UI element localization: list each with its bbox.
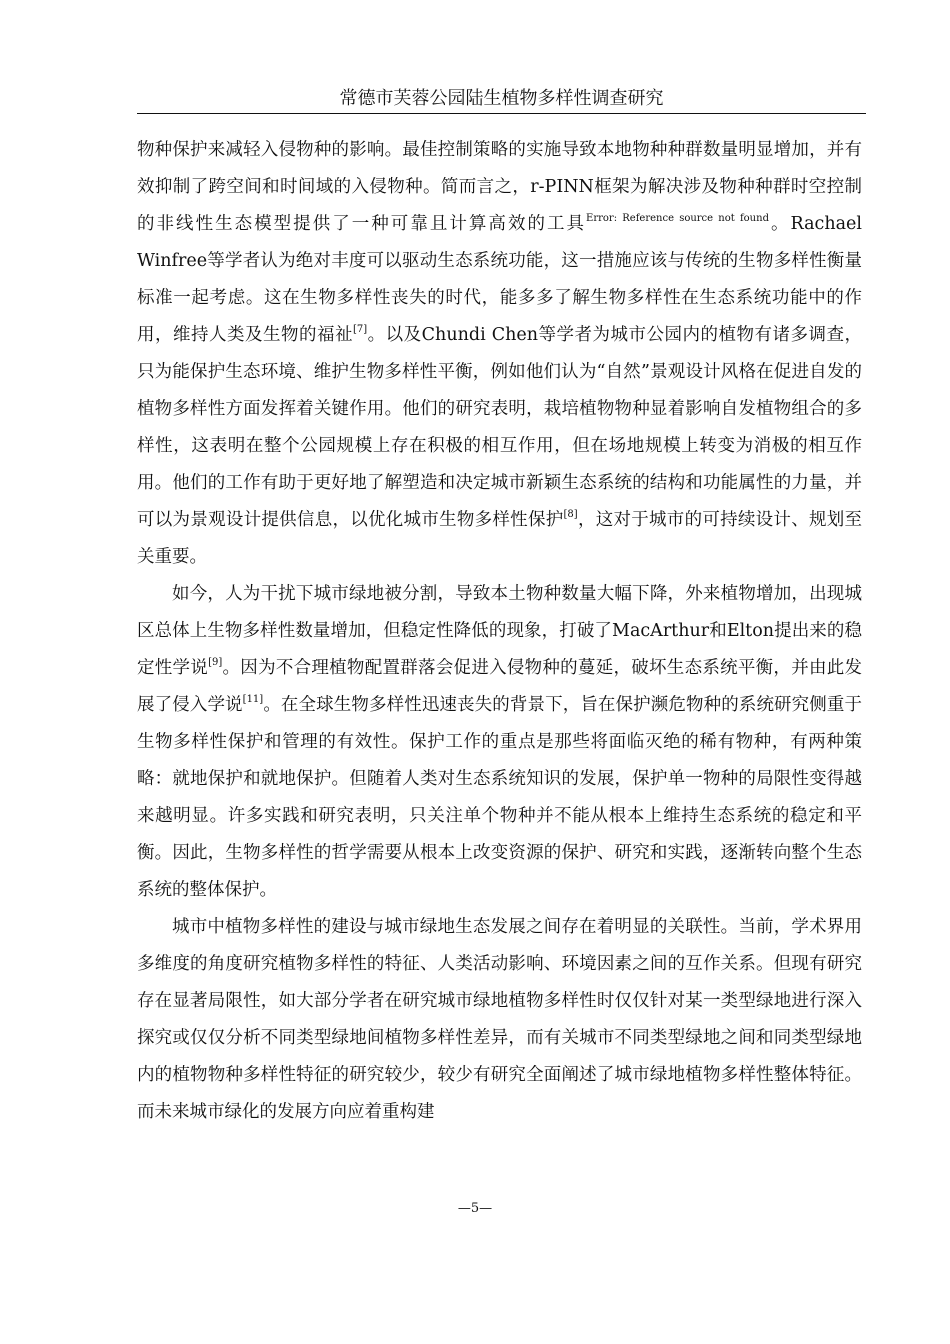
body-text <box>137 132 862 1131</box>
paragraph-text: 。在全球生物多样性迅速丧失的背景下，旨在保护濒危物种的系统研究侧重于生物多样性保护和管理的有效性。保护工作的重点是那些将面临灭绝的稀有物种，有两种策略：就地保护和就地保护。但随着人类对生态系统知识的发展，保护单一物种的局限性变得越来越明显。许多实践和研究表明，只关注单个物种并不能从根本上维持生态系统的稳定和平衡。因此，生物多样性的哲学需要从根本上改变资源的保护、研究和实践，逐渐转向整个生态系统的整体保护。 <box>137 695 862 900</box>
header-rule <box>137 113 866 114</box>
paragraph <box>137 576 862 909</box>
paragraph <box>137 909 862 1131</box>
paragraph-text: 。因为不合理植物配置群落会促进入侵物种的蔓延，破坏生态系统平衡，并由此发展了侵入学说 <box>137 658 863 715</box>
page-number: —5— <box>457 1201 493 1216</box>
paragraph-text: 物种保护来减轻入侵物种的影响。最佳控制策略的实施导致本地物种种群数量明显增加，并有效抑制了跨空间和时间域的入侵物种。简而言之，r-PINN框架为解决涉及物种种群时空控制的非线性生态模型提供了一种可靠且计算高效的工具 <box>137 140 862 234</box>
paragraph-text: 城市中植物多样性的建设与城市绿地生态发展之间存在着明显的关联性。当前，学术界用多维度的角度研究植物多样性的特征、人类活动影响、环境因素之间的互作关系。但现有研究存在显著局限性，如大部分学者在研究城市绿地植物多样性时仅仅针对某一类型绿地进行深入探究或仅仅分析不同类型绿地间植物多样性差异，而有关城市不同类型绿地之间和同类型绿地内的植物物种多样性特征的研究较少，较少有研究全面阐述了城市绿地植物多样性整体特征。而未来城市绿化的发展方向应着重构建 <box>137 917 862 1122</box>
paragraph-text: 。Rachael Winfree等学者认为绝对丰度可以驱动生态系统功能，这一措施应该与传统的生物多样性衡量标准一起考虑。这在生物多样性丧失的时代，能多多了解生物多样性在生态系统功能中的作用，维持人类及生物的福祉 <box>137 214 862 345</box>
citation-superscript: [8] <box>563 509 578 520</box>
citation-superscript: Error: Reference source not found <box>586 213 769 224</box>
paragraph-text: ，这对于城市的可持续设计、规划至关重要。 <box>137 510 863 567</box>
paragraph <box>137 132 862 576</box>
paragraph-text: 。以及Chundi Chen等学者为城市公园内的植物有诸多调查，只为能保护生态环境、维护生物多样性平衡，例如他们认为“自然”景观设计风格在促进自发的植物多样性方面发挥着关键作用。他们的研究表明，栽培植物物种显着影响自发植物组合的多样性，这表明在整个公园规模上存在积极的相互作用，但在场地规模上转变为消极的相互作用。他们的工作有助于更好地了解塑造和决定城市新颖生态系统的结构和功能属性的力量，并可以为景观设计提供信息，以优化城市生物多样性保护 <box>137 325 863 530</box>
citation-superscript: [11] <box>242 694 264 705</box>
page-header-title: 常德市芙蓉公园陆生植物多样性调查研究 <box>339 88 664 109</box>
paragraph-text: 如今，人为干扰下城市绿地被分割，导致本土物种数量大幅下降，外来植物增加，出现城区总体上生物多样性数量增加，但稳定性降低的现象，打破了MacArthur和Elton提出来的稳定性学说 <box>137 584 862 678</box>
citation-superscript: [7] <box>353 324 368 335</box>
citation-superscript: [9] <box>208 657 223 668</box>
